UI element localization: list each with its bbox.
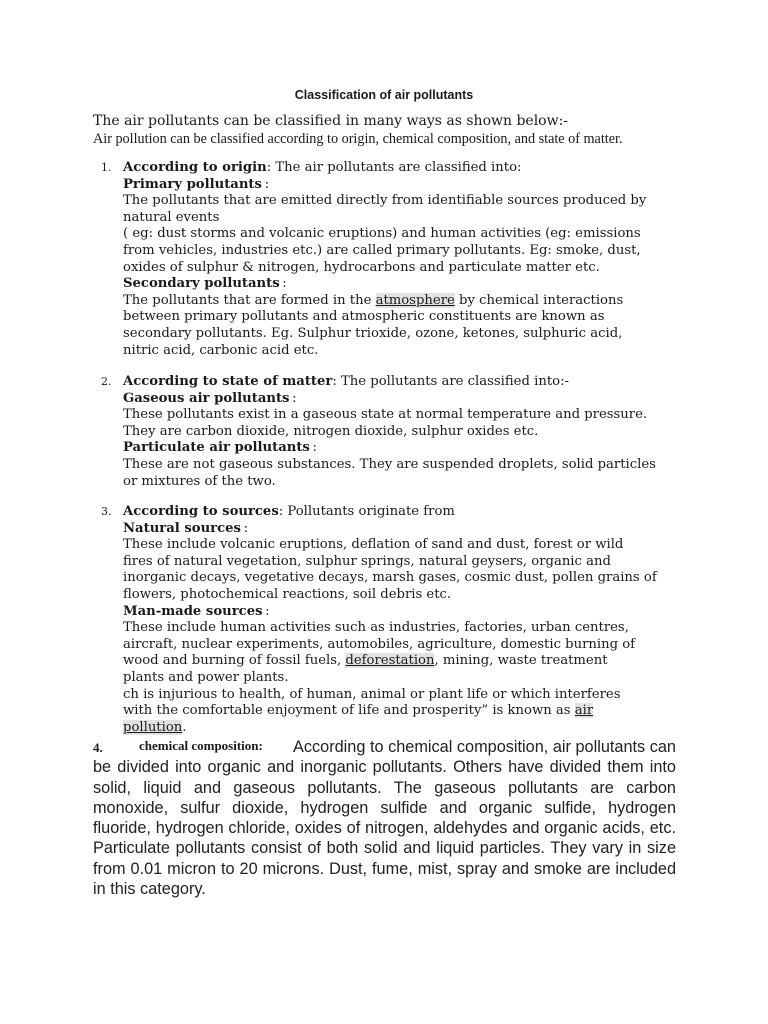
paragraph-line: fires of natural vegetation, sulphur springs, natural geysers, organic and: [123, 553, 611, 569]
paragraph-line: wood and burning of fossil fuels, deforestation, mining, waste treatment: [123, 653, 608, 669]
paragraph-line: with the comfortable enjoyment of life and prosperity” is known as air: [123, 703, 594, 719]
subheading-particulate: Particulate air pollutants: [123, 440, 310, 456]
item-heading-row: [123, 504, 683, 521]
paragraph-line: secondary pollutants. Eg. Sulphur trioxide, ozone, ketones, sulphuric acid,: [123, 325, 623, 341]
item-heading: According to state of matter: [123, 374, 333, 389]
intro-line-1: The air pollutants can be classified in many ways as shown below:-: [93, 113, 569, 129]
link-atmosphere[interactable]: atmosphere: [375, 292, 455, 308]
paragraph-line: The pollutants that are formed in the atmosphere by chemical interactions: [123, 292, 624, 308]
paragraph-line: The pollutants that are emitted directly from identifiable sources produced by: [123, 193, 647, 209]
paragraph-line: between primary pollutants and atmospheric constituents are known as: [123, 309, 605, 325]
list-item-state-of-matter: 2. According to state of matter: The pollutants are classified into:- Gaseous air pollutants : These pollutants exist in a gaseous state at normal temperature and pressure. They are carbon dioxide, nitrogen dioxide, sulphur oxides etc. Particulate air pollutants : These are not gaseous substances. They are suspended droplets, solid particles or mixtures of the two.: [123, 374, 683, 490]
paragraph-line: They are carbon dioxide, nitrogen dioxide, sulphur oxides etc.: [123, 423, 539, 439]
paragraph-line: from vehicles, industries etc.) are called primary pollutants. Eg: smoke, dust,: [123, 242, 641, 258]
subheading-manmade: Man-made sources: [123, 603, 263, 619]
item-number: 2.: [101, 375, 112, 388]
link-air-pollution[interactable]: air: [574, 703, 594, 719]
item-heading: chemical composition:: [139, 738, 263, 753]
subheading-secondary: Secondary pollutants: [123, 276, 280, 292]
paragraph-line: natural events: [123, 209, 220, 225]
list-item-chemical-body: [93, 737, 676, 899]
item-heading-row: [123, 160, 683, 177]
intro-line-2: Air pollution can be classified according to origin, chemical composition, and state of matter.: [93, 131, 623, 147]
subheading-natural: Natural sources: [123, 520, 241, 536]
list-item-sources: 3. According to sources: Pollutants originate from Natural sources : These include volcanic eruptions, deflation of sand and dust, forest or wild fires of natural vegetation, sulphur springs, natural geysers, organic and inorganic decays, vegetative decays, marsh gases, cosmic dust, pollen grains of flowers, photochemical reactions, soil debris etc. Man-made sources : These include human activities such as industries, factories, urban centres, aircraft, nuclear experiments, automobiles, agriculture, domestic burning of wood and burning of fossil fuels, deforestation, mining, waste treatment plants and power plants. ch is injurious to health, of human, animal or plant life or which interferes with the comfortable enjoyment of life and prosperity” is known as air pollution.: [123, 504, 683, 736]
item-heading-rest: : Pollutants originate from: [278, 504, 455, 519]
paragraph-line: These are not gaseous substances. They are suspended droplets, solid particles: [123, 456, 656, 472]
paragraph-line: aircraft, nuclear experiments, automobiles, agriculture, domestic burning of: [123, 636, 636, 652]
paragraph-line: These pollutants exist in a gaseous state at normal temperature and pressure.: [123, 407, 648, 423]
paragraph-line: oxides of sulphur & nitrogen, hydrocarbons and particulate matter etc.: [123, 259, 600, 275]
link-deforestation[interactable]: deforestation: [345, 653, 435, 669]
item-heading-rest: : The air pollutants are classified into:: [266, 160, 522, 175]
paragraph-line: plants and power plants.: [123, 669, 289, 685]
item-number: 1.: [101, 161, 112, 174]
paragraph-line: ( eg: dust storms and volcanic eruptions) and human activities (eg: emissions: [123, 226, 641, 242]
page-title: Classification of air pollutants: [294, 88, 474, 102]
paragraph-line: pollution.: [123, 719, 187, 735]
paragraph-text: According to chemical composition, air pollutants can be divided into organic and inorganic pollutants. Others have divided them into solid, liquid and gaseous pollutants. The gaseous pollutants are carbon monoxide, sulfur dioxide, hydrogen sulfide and organic sulfide, hydrogen fluoride, hydrogen chloride, oxides of nitrogen, aldehydes and organic acids, etc. Particulate pollutants consist of both solid and liquid particles. They vary in size from 0.01 micron to 20 microns. Dust, fume, mist, spray and smoke are included in this category.: [93, 738, 676, 899]
list-item-origin: 1. According to origin: The air pollutants are classified into: Primary pollutants : The pollutants that are emitted directly from identifiable sources produced by natural events ( eg: dust storms and volcanic eruptions) and human activities (eg: emissions from vehicles, industries etc.) are called primary pollutants. Eg: smoke, dust, oxides of sulphur & nitrogen, hydrocarbons and particulate matter etc. Secondary pollutants : The pollutants that are formed in the atmosphere by chemical interactions between primary pollutants and atmospheric constituents are known as secondary pollutants. Eg. Sulphur trioxide, ozone, ketones, sulphuric acid, nitric acid, carbonic acid etc.: [123, 160, 683, 359]
link-air-pollution-cont[interactable]: pollution: [123, 719, 183, 735]
paragraph-line: These include human activities such as industries, factories, urban centres,: [123, 620, 629, 636]
paragraph-line: inorganic decays, vegetative decays, marsh gases, cosmic dust, pollen grains of: [123, 570, 657, 586]
item-heading: According to sources: [123, 504, 279, 519]
item-heading-rest: : The pollutants are classified into:-: [332, 374, 569, 389]
item-number: 3.: [101, 505, 112, 518]
item-heading-row: [123, 374, 683, 391]
paragraph-line: or mixtures of the two.: [123, 473, 276, 489]
paragraph-line: nitric acid, carbonic acid etc.: [123, 342, 319, 358]
subheading-primary: Primary pollutants: [123, 176, 262, 192]
item-number: 4.: [93, 740, 103, 755]
paragraph-line: These include volcanic eruptions, deflation of sand and dust, forest or wild: [123, 537, 624, 553]
subheading-gaseous: Gaseous air pollutants: [123, 390, 290, 406]
item-heading: According to origin: [123, 160, 267, 175]
paragraph-line: flowers, photochemical reactions, soil debris etc.: [123, 586, 452, 602]
paragraph-line: ch is injurious to health, of human, animal or plant life or which interferes: [123, 686, 621, 702]
